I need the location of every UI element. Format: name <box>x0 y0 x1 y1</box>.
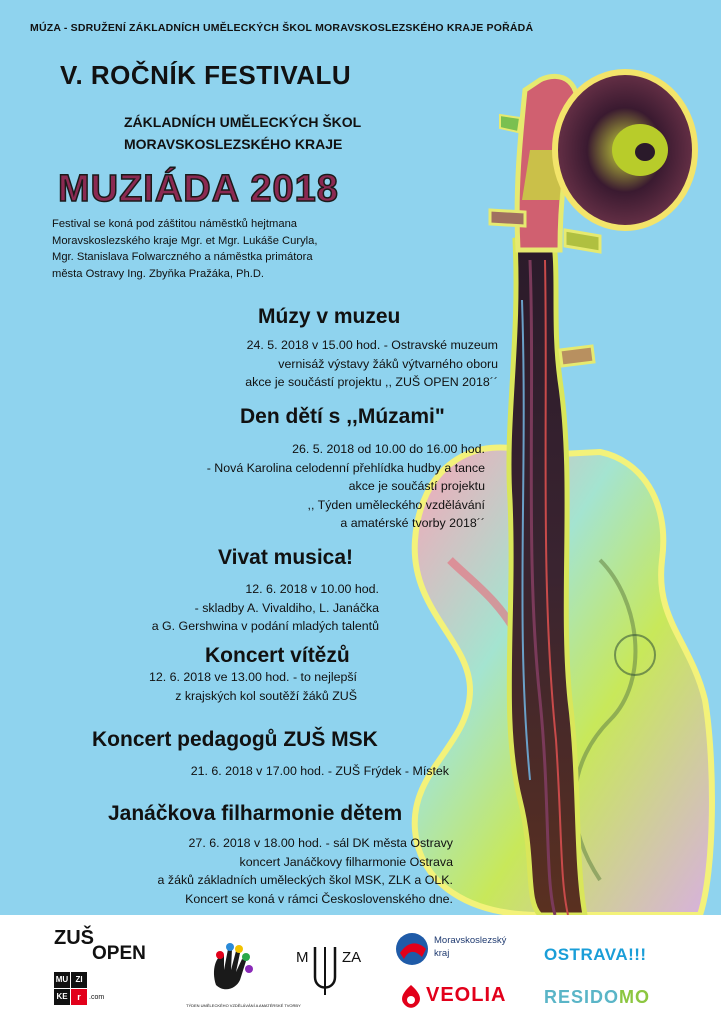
violin-peg <box>560 346 594 366</box>
event-line: akce je součástí projektu ,, ZUŠ OPEN 2018´´ <box>245 375 498 389</box>
patronage-line: Festival se koná pod záštitou náměstků hejtmana <box>52 218 298 230</box>
msk-text: kraj <box>434 948 450 959</box>
muziker-tile: ZI <box>71 972 87 988</box>
muziker-domain: .com <box>89 994 105 1001</box>
event-line: 27. 6. 2018 v 18.00 hod. - sál DK města Ostravy <box>188 836 453 850</box>
msk-logo <box>394 931 524 967</box>
muza-text: M <box>296 949 309 966</box>
event-line: vernisáž výstavy žáků výtvarného oboru <box>278 356 498 371</box>
event-details-vivat-musica <box>152 580 379 636</box>
event-details-koncert-vitezu <box>149 668 357 705</box>
event-details-koncert-pedagogu <box>191 762 449 781</box>
patronage-line: Mgr. Stanislava Folwarczného a náměstka primátora <box>52 251 313 263</box>
ostrava-logo <box>544 945 674 969</box>
veolia-drop-icon <box>398 983 424 1009</box>
event-line: 12. 6. 2018 ve 13.00 hod. - to nejlepší <box>148 670 357 684</box>
event-details-den-deti <box>207 440 485 533</box>
sponsor-footer <box>0 915 721 1024</box>
residomo-text: MO <box>619 987 651 1007</box>
zus-open-logo <box>54 927 154 967</box>
tyden-emblem <box>186 925 301 1011</box>
event-line: - skladby A. Vivaldiho, L. Janáčka <box>194 600 379 615</box>
event-line: a žáků základních uměleckých škol MSK, ZLK a OLK. <box>157 873 453 887</box>
muziker-tile: r <box>71 989 87 1005</box>
tyden-logo <box>186 925 301 1011</box>
muziker-tile: KE <box>54 989 70 1005</box>
event-title-muzy-v-muzeu: Múzy v muzeu <box>258 305 401 328</box>
event-details-muzy-v-muzeu <box>245 336 498 392</box>
residomo-logo <box>544 987 674 1011</box>
muza-text: ZA <box>342 949 362 966</box>
event-title-vivat-musica: Vivat musica! <box>218 546 354 569</box>
event-line: 26. 5. 2018 od 10.00 do 16.00 hod. <box>292 442 485 456</box>
patronage-line: města Ostravy Ing. Zbyňka Pražáka, Ph.D. <box>52 267 265 280</box>
event-line: ,, Týden uměleckého vzdělávání <box>307 497 485 512</box>
festival-name: MUZIÁDA 2018 <box>58 168 339 210</box>
event-line: 21. 6. 2018 v 17.00 hod. - ZUŠ Frýdek - Místek <box>190 764 449 778</box>
event-title-janackova-filharmonie: Janáčkova filharmonie dětem <box>108 802 403 825</box>
subtitle-line-1: ZÁKLADNÍCH UMĚLECKÝCH ŠKOL <box>124 114 362 130</box>
event-title-den-deti: Den dětí s ,,Múzami" <box>240 405 445 428</box>
event-line: - Nová Karolina celodenní přehlídka hudby a tance <box>206 460 485 475</box>
event-line: koncert Janáčkovy filharmonie Ostrava <box>239 854 453 869</box>
msk-text: Moravskoslezský <box>434 935 507 946</box>
muza-lyre-icon <box>310 945 340 997</box>
event-line: a amatérské tvorby 2018´´ <box>340 516 485 530</box>
muza-logo <box>296 945 368 1001</box>
event-title-koncert-pedagogu: Koncert pedagogů ZUŠ MSK <box>92 728 378 751</box>
violin-peg <box>565 230 600 252</box>
tyden-caption: TÝDEN UMĚLECKÉHO VZDĚLÁVÁNÍ A AMATÉRSKÉ TVORBY <box>186 1003 301 1008</box>
residomo-text: RESIDO <box>544 987 620 1007</box>
zus-open-text: OPEN <box>92 943 146 964</box>
event-line: 12. 6. 2018 v 10.00 hod. <box>245 582 379 596</box>
event-title-koncert-vitezu: Koncert vítězů <box>205 644 350 667</box>
event-line: akce je součástí projektu <box>348 479 485 493</box>
veolia-logo <box>398 981 518 1013</box>
event-line: 24. 5. 2018 v 15.00 hod. - Ostravské muzeum <box>246 338 498 352</box>
muziker-logo <box>54 972 118 1006</box>
event-line: Koncert se koná v rámci Československého dne. <box>185 891 453 906</box>
veolia-text: VEOLIA <box>426 984 507 1006</box>
msk-emblem-icon <box>394 931 430 967</box>
muziker-tile: MU <box>54 972 70 988</box>
edition-heading: V. ROČNÍK FESTIVALU <box>60 60 352 90</box>
subtitle-line-2: MORAVSKOSLEZSKÉHO KRAJE <box>124 136 343 152</box>
event-details-janackova-filharmonie <box>158 834 453 908</box>
event-line: a G. Gershwina v podání mladých talentů <box>151 619 379 633</box>
violin-peg <box>490 210 525 226</box>
patronage-text <box>52 216 352 282</box>
event-line: z krajských kol soutěží žáků ZUŠ <box>175 688 357 703</box>
ostrava-text: OSTRAVA!!! <box>544 945 647 964</box>
organizer-line: MÚZA - SDRUŽENÍ ZÁKLADNÍCH UMĚLECKÝCH ŠKOL MORAVSKOSLEZSKÉHO KRAJE POŘÁDÁ <box>30 22 534 34</box>
zus-open-text: ZUŠ <box>54 927 94 949</box>
patronage-line: Moravskoslezského kraje Mgr. et Mgr. Lukáše Curyla, <box>52 234 318 247</box>
